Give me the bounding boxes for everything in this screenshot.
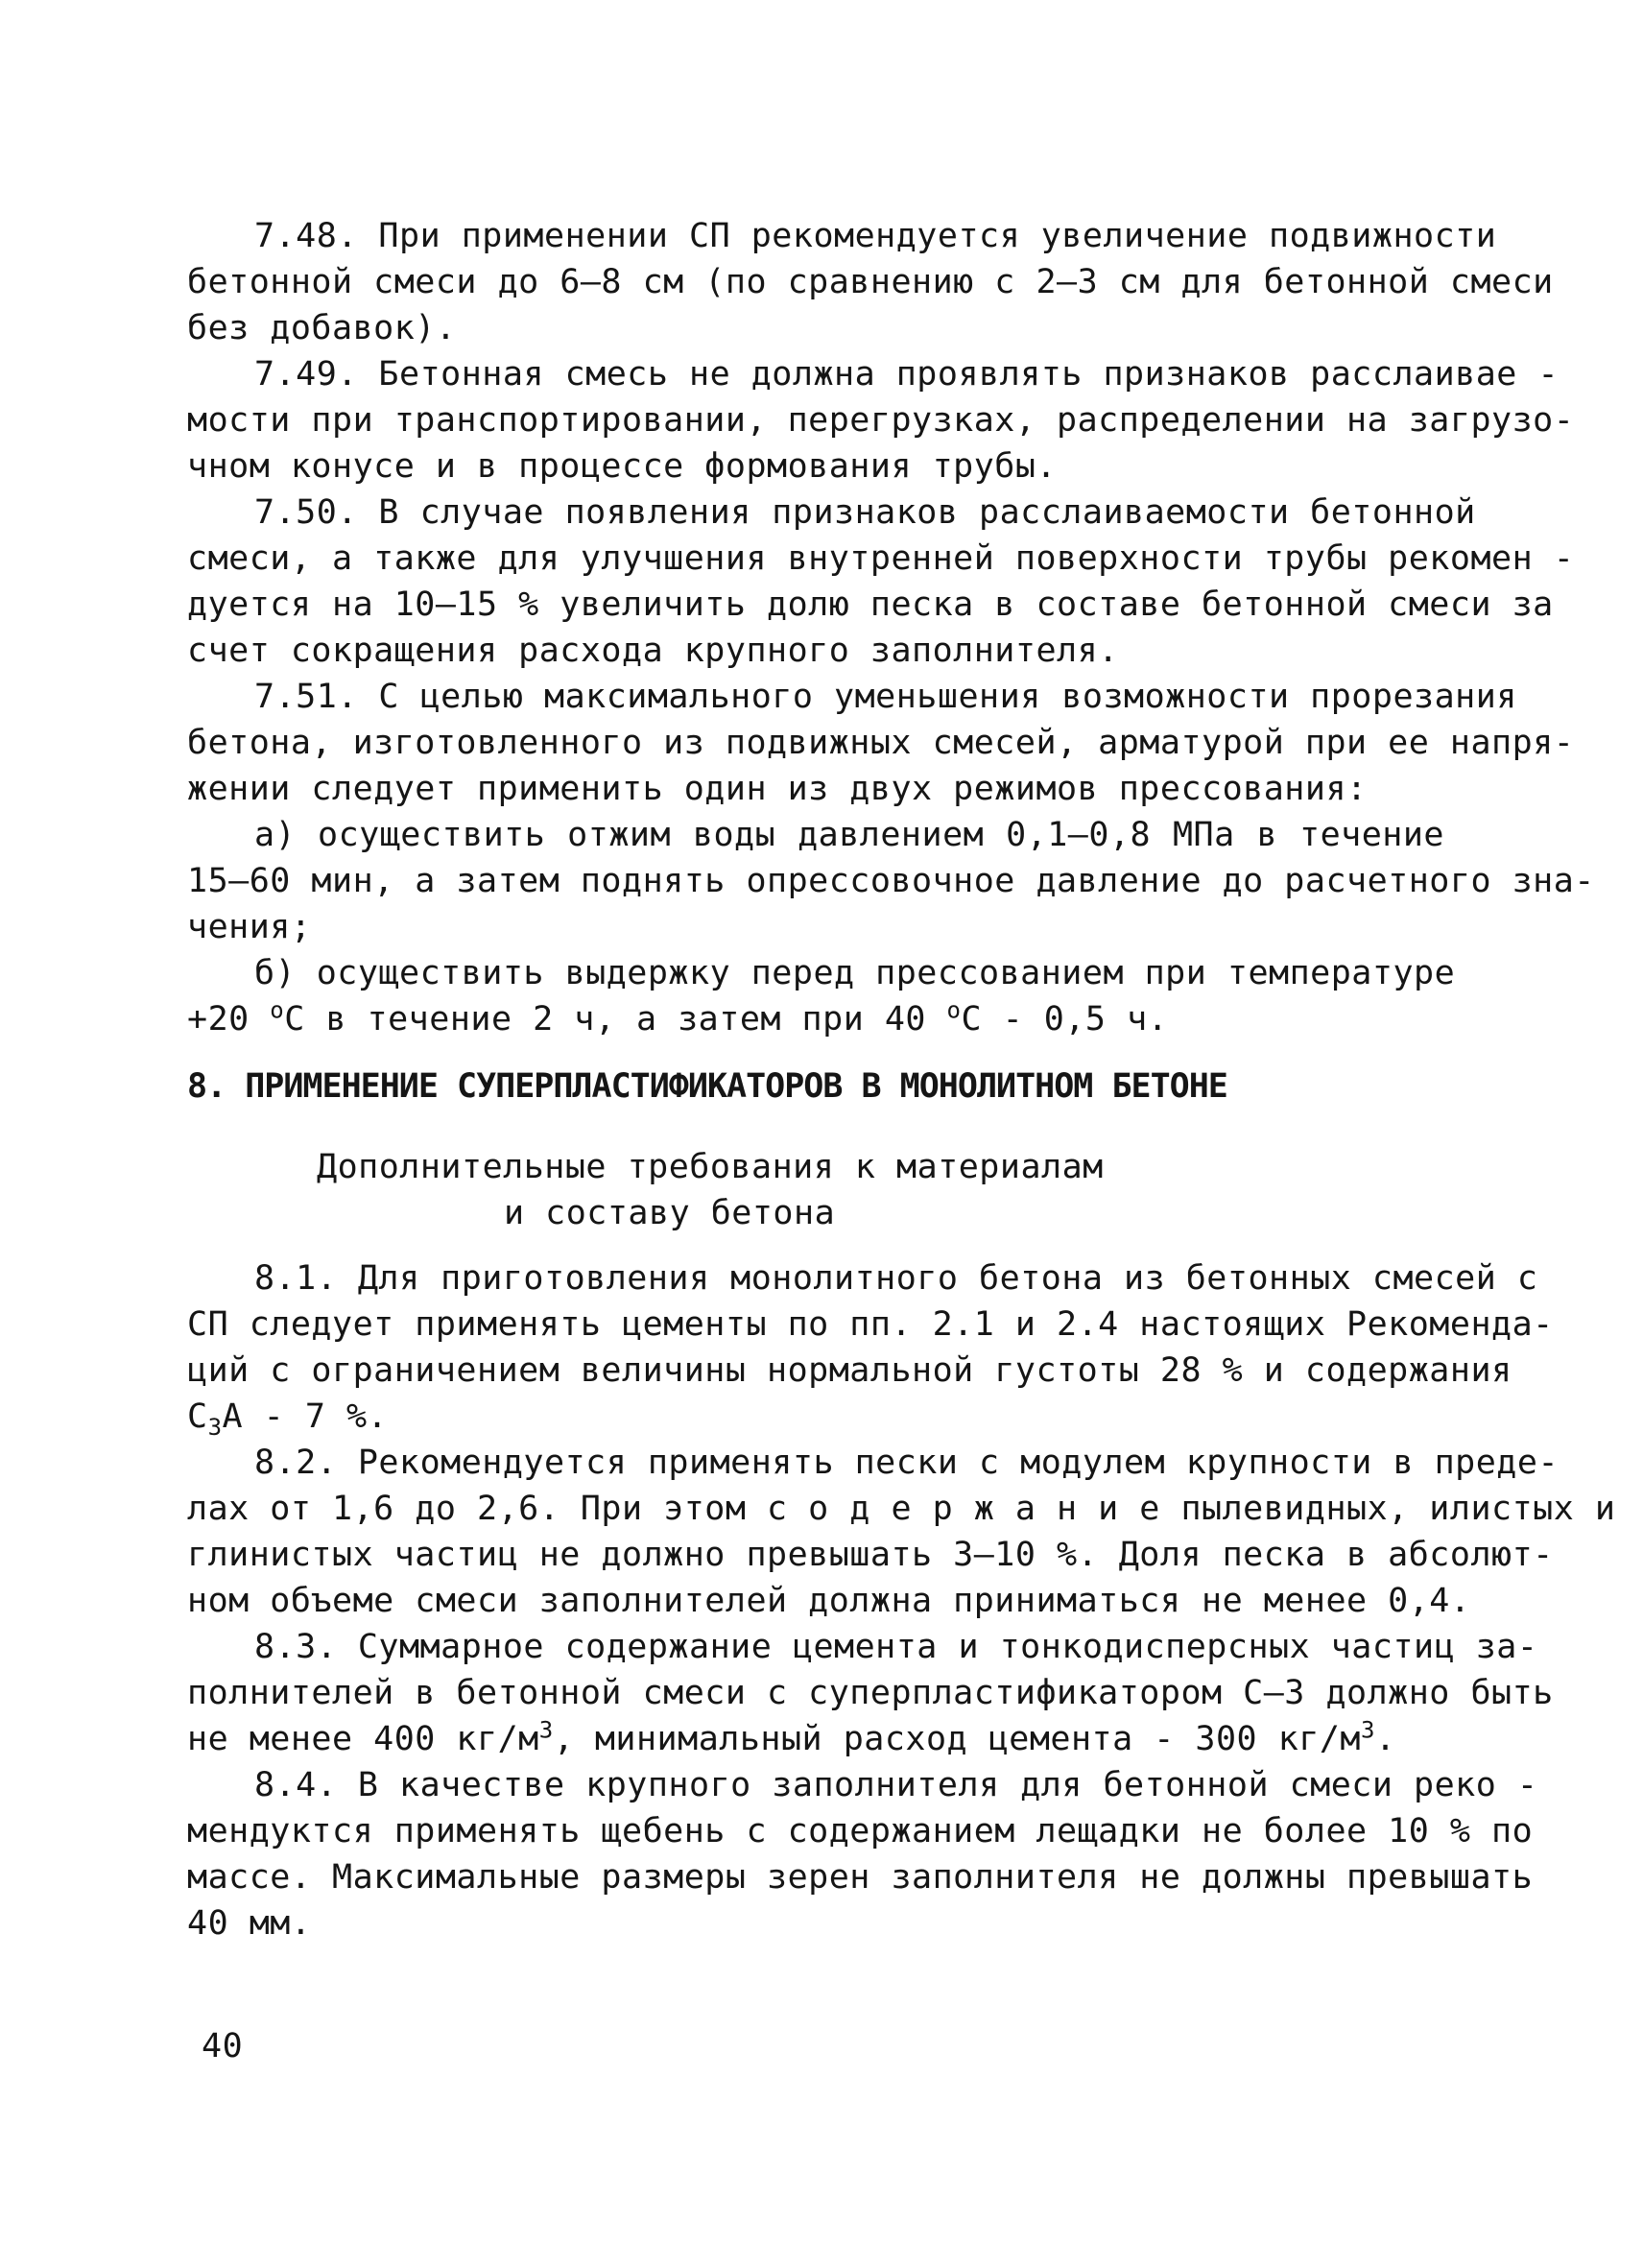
text-line: мости при транспортировании, перегрузках, распределении на загрузо- — [187, 401, 1575, 440]
text-line: без добавок). — [187, 309, 457, 347]
text-line: 8.3. Суммарное содержание цемента и тонкодисперсных частиц за- — [254, 1628, 1538, 1666]
text-line: чения; — [187, 908, 312, 946]
text-line: смеси, а также для улучшения внутренней поверхности трубы рекомен - — [187, 539, 1575, 578]
paragraph-7-49 — [187, 351, 1575, 489]
text-line: не менее 400 $кг/м^3$, минимальный расход цемента - 300 $кг/м^3$. — [187, 1716, 1396, 1758]
paragraph-8-1 — [187, 1255, 1554, 1441]
subscript: 3 — [207, 1414, 223, 1441]
paragraph-8-2 — [187, 1440, 1616, 1624]
subheading-line: и составу бетона — [504, 1194, 836, 1232]
superscript: 3 — [538, 1716, 554, 1744]
text-line: полнителей в бетонной смеси с суперпластификатором С–3 должно быть — [187, 1674, 1554, 1712]
degree-superscript: о — [946, 996, 962, 1024]
text-line: 7.48. При применении СП рекомендуется увеличение подвижности — [254, 217, 1497, 255]
text-line: 8.1. Для приготовления монолитного бетона из бетонных смесей с — [254, 1259, 1538, 1298]
text-line: ций с ограничением величины нормальной густоты 28 % и содержания — [187, 1351, 1512, 1390]
degree-superscript: о — [270, 996, 285, 1024]
text-line: мендуктся применять щебень с содержанием лещадки не более 10 % по — [187, 1812, 1534, 1850]
subheading-line: Дополнительные требования к материалам — [317, 1148, 1104, 1186]
text-line: 8.2. Рекомендуется применять пески с модулем крупности в преде- — [254, 1444, 1560, 1482]
text-line: 15–60 мин, а затем поднять опрессовочное давление до расчетного зна- — [187, 862, 1595, 900]
paragraph-7-50 — [187, 489, 1575, 674]
paragraph-8-4 — [187, 1762, 1538, 1946]
text-line: +20 $^о$С в течение 2 ч, а затем при 40 $^о$С - 0,5 ч. — [187, 996, 1169, 1039]
text-line: 7.50. В случае появления признаков расслаиваемости бетонной — [254, 493, 1476, 532]
paragraph-7-51 — [187, 674, 1575, 812]
paragraph-7-48 — [187, 213, 1554, 351]
text-line: чном конусе и в процессе формования трубы. — [187, 447, 1058, 486]
text-line: б) осуществить выдержку перед прессованием при температуре — [254, 954, 1456, 992]
superscript: 3 — [1361, 1716, 1375, 1744]
paragraph-8-3 — [187, 1624, 1554, 1762]
text-line: дуется на 10–15 % увеличить долю песка в составе бетонной смеси за — [187, 585, 1554, 624]
text-line: ном объеме смеси заполнителей должна приниматься не менее 0,4. — [187, 1582, 1471, 1620]
text-line: 40 мм. — [187, 1904, 312, 1943]
text-line: бетона, изготовленного из подвижных смесей, арматурой при ее напря- — [187, 724, 1575, 762]
text-line: СП следует применять цементы по пп. 2.1 и 2.4 настоящих Рекоменда- — [187, 1305, 1554, 1344]
text-line: 8.4. В качестве крупного заполнителя для бетонной смеси реко - — [254, 1766, 1538, 1804]
subheading — [317, 1144, 1104, 1236]
text-line: счет сокращения расхода крупного заполнителя. — [187, 632, 1119, 670]
text-line: глинистых частиц не должно превышать 3–10 %. Доля песка в абсолют- — [187, 1536, 1554, 1574]
text-line: жении следует применить один из двух режимов прессования: — [187, 770, 1368, 808]
text-line: лах от 1,6 до 2,6. При этом с о д е р ж а н и е пылевидных, илистых и — [187, 1490, 1616, 1528]
text-line: массе. Максимальные размеры зерен заполнителя не должны превышать — [187, 1858, 1534, 1897]
text-line: 7.49. Бетонная смесь не должна проявлять признаков расслаивае - — [254, 355, 1560, 394]
text-line: 7.51. С целью максимального уменьшения возможности прорезания — [254, 678, 1517, 716]
text-line: а) осуществить отжим воды давлением 0,1–0,8 МПа в течение — [254, 816, 1444, 854]
list-item-b — [187, 950, 1456, 1042]
text-line: $С_3А - 7$ %. — [187, 1397, 389, 1441]
list-item-a — [187, 812, 1595, 950]
text-line: бетонной смеси до 6–8 см (по сравнению с 2–3 см для бетонной смеси — [187, 263, 1554, 301]
section-heading: 8. ПРИМЕНЕНИЕ СУПЕРПЛАСТИФИКАТОРОВ В МОНОЛИТНОМ БЕТОНЕ — [187, 1067, 1227, 1106]
page-number: 40 — [202, 2027, 244, 2065]
